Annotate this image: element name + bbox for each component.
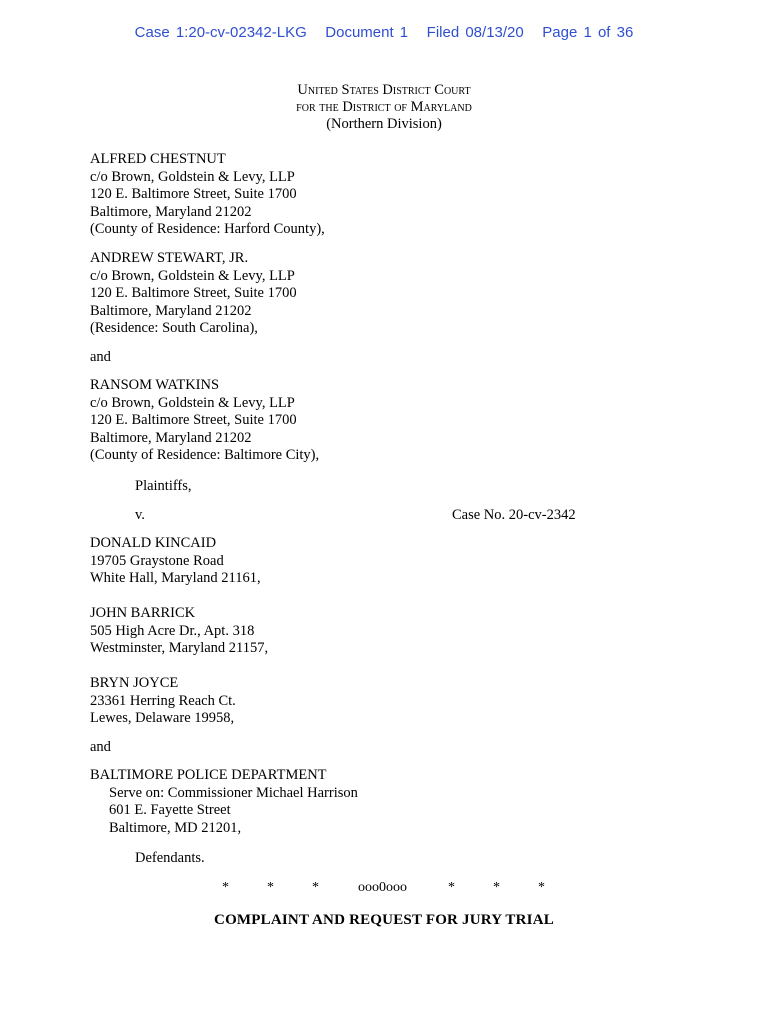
case-number-header: Case 1:20-cv-02342-LKG bbox=[134, 24, 307, 41]
party-name: ANDREW STEWART, JR. bbox=[90, 250, 249, 266]
divider-star: * bbox=[267, 880, 274, 895]
divider-star: * bbox=[538, 880, 545, 895]
address-line: (County of Residence: Harford County), bbox=[90, 221, 325, 237]
plaintiff-block bbox=[90, 250, 297, 338]
ecf-header bbox=[0, 24, 768, 42]
divider-star: * bbox=[222, 880, 229, 895]
address-line: 120 E. Baltimore Street, Suite 1700 bbox=[90, 285, 297, 301]
address-line: c/o Brown, Goldstein & Levy, LLP bbox=[90, 168, 295, 185]
party-name: ALFRED CHESTNUT bbox=[90, 151, 226, 167]
court-division: (Northern Division) bbox=[326, 116, 442, 132]
court-district: for the District of Maryland bbox=[296, 99, 472, 115]
party-name: BRYN JOYCE bbox=[90, 675, 179, 691]
document-title: COMPLAINT AND REQUEST FOR JURY TRIAL bbox=[214, 912, 554, 928]
document-number: Document 1 bbox=[325, 24, 409, 41]
divider-star: * bbox=[493, 880, 500, 895]
address-line: Lewes, Delaware 19958, bbox=[90, 710, 235, 726]
page-indicator: Page 1 of 36 bbox=[542, 24, 634, 41]
court-caption bbox=[0, 82, 768, 133]
address-line: c/o Brown, Goldstein & Levy, LLP bbox=[90, 394, 295, 411]
party-name: JOHN BARRICK bbox=[90, 605, 196, 621]
address-line: White Hall, Maryland 21161, bbox=[90, 570, 261, 586]
service-line: Serve on: Commissioner Michael Harrison bbox=[109, 784, 358, 801]
filed-date: Filed 08/13/20 bbox=[426, 24, 524, 41]
divider-star: * bbox=[448, 880, 455, 895]
defendant-block bbox=[90, 675, 236, 728]
address-line: Baltimore, Maryland 21202 bbox=[90, 302, 252, 319]
address-line: 505 High Acre Dr., Apt. 318 bbox=[90, 622, 255, 639]
address-line: c/o Brown, Goldstein & Levy, LLP bbox=[90, 267, 295, 284]
defendant-block bbox=[90, 767, 358, 837]
defendant-block bbox=[90, 535, 261, 588]
versus: v. bbox=[135, 507, 145, 523]
address-line: Baltimore, Maryland 21202 bbox=[90, 429, 252, 446]
party-name: BALTIMORE POLICE DEPARTMENT bbox=[90, 767, 327, 783]
address-line: (Residence: South Carolina), bbox=[90, 320, 258, 336]
address-line: Westminster, Maryland 21157, bbox=[90, 640, 269, 656]
conjunction: and bbox=[90, 349, 111, 365]
defendants-label: Defendants. bbox=[135, 850, 205, 866]
defendant-block bbox=[90, 605, 268, 658]
address-line: Baltimore, MD 21201, bbox=[109, 819, 242, 836]
address-line: (County of Residence: Baltimore City), bbox=[90, 447, 320, 463]
divider-star: * bbox=[312, 880, 319, 895]
conjunction: and bbox=[90, 739, 111, 755]
court-name: United States District Court bbox=[297, 82, 471, 98]
address-line: 601 E. Fayette Street bbox=[109, 802, 231, 818]
address-line: Baltimore, Maryland 21202 bbox=[90, 203, 252, 220]
section-divider bbox=[0, 879, 768, 899]
divider-ornament: ooo0ooo bbox=[358, 880, 407, 895]
address-line: 19705 Graystone Road bbox=[90, 552, 224, 569]
case-number: Case No. 20-cv-2342 bbox=[452, 507, 576, 523]
party-name: DONALD KINCAID bbox=[90, 535, 217, 551]
plaintiff-block bbox=[90, 377, 319, 465]
party-name: RANSOM WATKINS bbox=[90, 377, 220, 393]
plaintiffs-label: Plaintiffs, bbox=[135, 478, 192, 494]
plaintiff-block bbox=[90, 151, 325, 239]
address-line: 120 E. Baltimore Street, Suite 1700 bbox=[90, 186, 297, 202]
address-line: 120 E. Baltimore Street, Suite 1700 bbox=[90, 412, 297, 428]
address-line: 23361 Herring Reach Ct. bbox=[90, 692, 236, 709]
